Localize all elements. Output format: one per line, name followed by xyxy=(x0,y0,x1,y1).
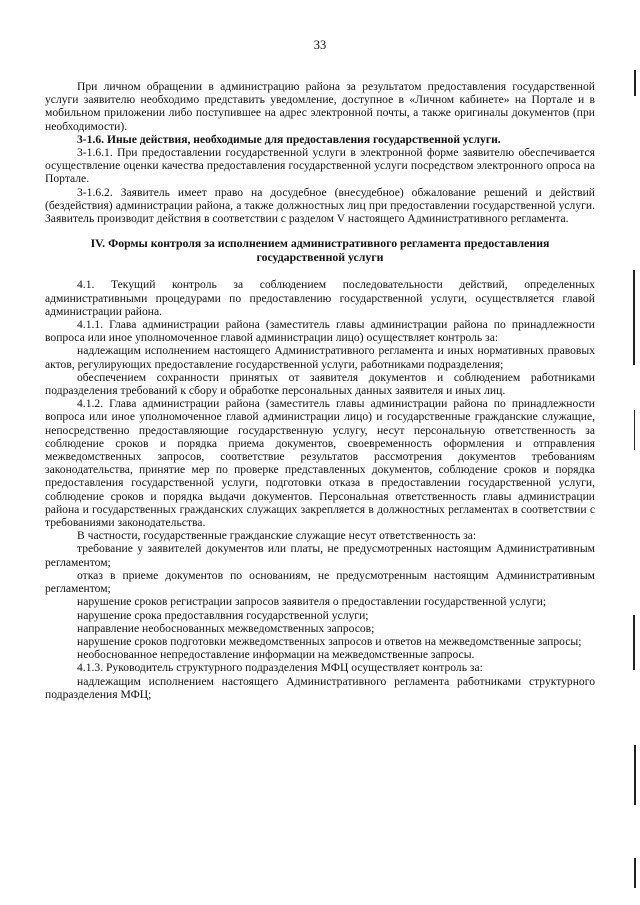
list-item-4: нарушение срока предоставлвния государственной услуги; xyxy=(77,608,369,622)
paragraph-in-particular: В частности, государственные гражданские служащие несут ответственность за: xyxy=(77,529,477,543)
paragraph-4-1-3-item-a: надлежащим исполнением настоящего Административного регламента работниками структурного подразделения МФЦ; xyxy=(45,674,595,701)
paragraph-personal-appeal: При личном обращении в администрацию района за результатом предоставления государственной услуги заявителю необходимо представить уведомление, доступное в «Личном кабинете» на Портале и в мобильном приложении либо поступившее на адрес электронной почты, а также оригиналы документов (при необходимости). xyxy=(45,80,595,133)
list-item-1: требование у заявителей документов или платы, не предусмотренных настоящим Административным регламентом; xyxy=(45,542,595,569)
scan-edge-mark xyxy=(633,615,635,670)
list-item-5: направление необоснованных межведомственных запросов; xyxy=(77,621,375,635)
scan-edge-mark xyxy=(633,270,635,365)
scan-edge-mark xyxy=(634,410,635,450)
paragraph-4-1: 4.1. Текущий контроль за соблюдением последовательности действий, определенных административными процедурами по предоставлению государственной услуги, осуществляется главой администрации района. xyxy=(45,278,595,318)
scan-edge-mark xyxy=(634,70,636,96)
paragraph-4-1-1-item-b: обеспечением сохранности принятых от заявителя документов и соблюдением работниками подразделения требований к сбору и обработке персональных данных заявителя и иных лиц. xyxy=(45,370,595,398)
paragraph-4-1-1-item-a: надлежащим исполнением настоящего Административного регламента и иных нормативных правовых актов, регулирующих предоставление государственной услуги, работниками подразделения; xyxy=(45,344,595,371)
scan-edge-mark xyxy=(634,745,636,805)
scan-edge-mark xyxy=(634,858,636,888)
subsection-heading-3-1-6: 3-1.6. Иные действия, необходимые для предоставления государственной услуги. xyxy=(77,132,501,146)
list-item-3: нарушение сроков регистрации запросов заявителя о предоставлении государственной услуги; xyxy=(77,595,547,609)
page-number: 33 xyxy=(313,38,327,52)
list-item-6: нарушение сроков подготовки межведомственных запросов и ответов на межведомственные запросы; xyxy=(77,634,582,648)
paragraph-3-1-6-2: 3-1.6.2. Заявитель имеет право на досудебное (внесудебное) обжалование решений и действий (бездействия) администрации района, а также должностных лиц при предоставлении государственной услуги. Заявитель производит действия в соответствии с разделом V настоящего Административного регламента. xyxy=(45,185,595,226)
section-heading-iv: IV. Формы контроля за исполнением административного регламента предоставления государственной услуги xyxy=(90,236,550,264)
document-body xyxy=(45,80,595,701)
list-item-2: отказ в приеме документов по основаниям, не предусмотренным настоящим Административным регламентом; xyxy=(45,568,595,596)
paragraph-4-1-1: 4.1.1. Глава администрации района (заместитель главы администрации района по принадлежности вопроса или иное уполномоченное главой администрации лицо) осуществляет контроль за: xyxy=(45,318,595,345)
paragraph-4-1-2: 4.1.2. Глава администрации района (заместитель главы администрации района по принадлежности вопроса или иное уполномоченное главой администрации лицо) и государственные гражданские служащие, непосредственно предоставляющие государственную услугу, несут персональную ответственность за соблюдение сроков и порядка приема документов, своевременность оформления и отправления межведомственных запросов, соответствие результатов рассмотрения документов требованиям законодательства, принятие мер по проверке представленных документов, соблюдение сроков и порядка предоставления государственной услуги, подготовки отказа в предоставлении государственной услуги, соблюдение сроков и порядка выдачи документов. Персональная ответственность главы администрации района и государственных гражданских служащих закрепляется в должностных регламентах в соответствии с требованиями законодательства. xyxy=(45,397,595,530)
paragraph-4-1-3: 4.1.3. Руководитель структурного подразделения МФЦ осуществляет контроль за: xyxy=(77,661,483,675)
list-item-7: необоснованное непредоставление информации на межведомственные запросы. xyxy=(77,648,475,662)
paragraph-3-1-6-1: 3-1.6.1. При предоставлении государственной услуги в электронной форме заявителю обеспечивается осуществление оценки качества предоставления государственной услуги посредством электронного опроса на Портале. xyxy=(45,146,595,186)
